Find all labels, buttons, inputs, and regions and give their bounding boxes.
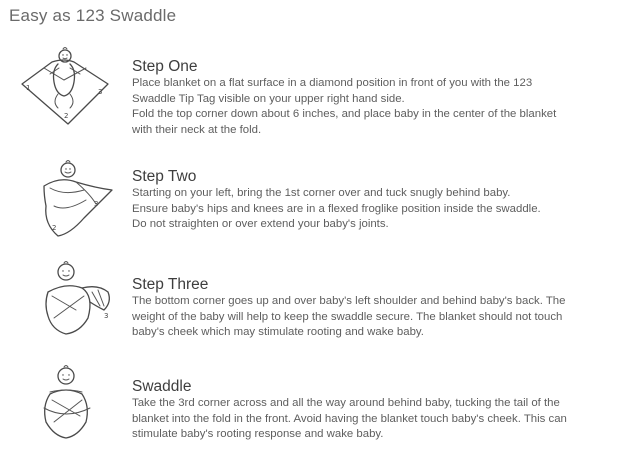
step-heading: Step Two: [132, 168, 197, 185]
step-two-illustration: [14, 160, 118, 240]
page-title: Easy as 123 Swaddle: [9, 6, 177, 25]
step-three-illustration: [14, 262, 118, 342]
step-heading: Step Three: [132, 276, 209, 293]
step-line: blanket into the fold in the front. Avoid having the blanket touch baby's cheek. This can: [132, 412, 567, 425]
corner-label: 2: [52, 224, 57, 232]
corner-label: 1: [26, 84, 31, 92]
step-heading: Swaddle: [132, 378, 192, 395]
step-line: stimulate baby's rooting response and wake baby.: [132, 428, 384, 440]
swaddled-baby-icon: [14, 364, 118, 444]
step-line: Ensure baby's hips and knees are in a flexed froglike position inside the swaddle.: [132, 202, 541, 215]
step-line: Do not straighten or over extend your baby's joints.: [132, 218, 389, 230]
step-heading: Step One: [132, 58, 198, 75]
step-three-text: [132, 276, 638, 341]
step-one-text: [132, 58, 638, 138]
swaddle-second-fold-icon: [14, 262, 118, 342]
step-line: Starting on your left, bring the 1st corner over and tuck snugly behind baby.: [132, 187, 511, 199]
swaddle-first-fold-icon: [14, 160, 118, 240]
corner-label: 3: [98, 88, 103, 96]
swaddle-diamond-icon: [14, 50, 118, 130]
step-line: The bottom corner goes up and over baby's left shoulder and behind baby's back. The: [132, 295, 566, 307]
step-two-text: [132, 168, 638, 233]
step-line: baby's cheek which may stimulate rooting and wake baby.: [132, 326, 424, 338]
step-line: with their neck at the fold.: [132, 123, 262, 136]
step-line: Fold the top corner down about 6 inches, and place baby in the center of the blanket: [132, 108, 557, 120]
step-line: Place blanket on a flat surface in a diamond position in front of you with the 123: [132, 77, 533, 89]
step-line: Swaddle Tip Tag visible on your upper right hand side.: [132, 92, 405, 105]
step-line: Take the 3rd corner across and all the way around behind baby, tucking the tail of the: [132, 397, 560, 409]
swaddle-text: [132, 378, 638, 443]
corner-label: 3: [94, 200, 99, 208]
corner-label: 2: [64, 112, 69, 120]
corner-label: 3: [104, 312, 109, 320]
swaddle-illustration: [14, 364, 118, 444]
step-line: weight of the baby will help to keep the swaddle secure. The blanket should not touch: [132, 310, 563, 323]
step-one-illustration: [14, 50, 118, 130]
